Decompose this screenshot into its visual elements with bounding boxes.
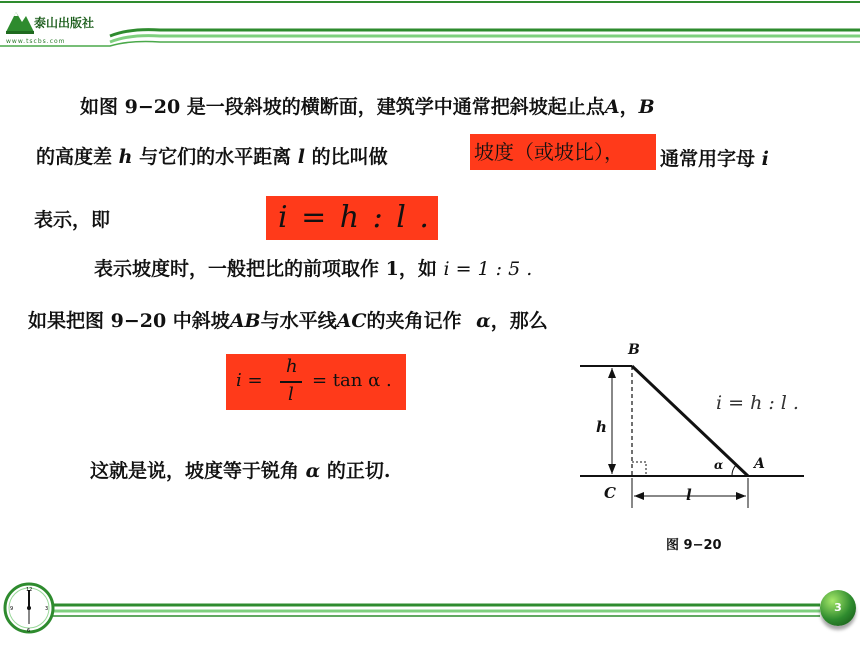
svg-text:3: 3 (45, 606, 49, 612)
clock-icon (2, 578, 56, 638)
text-line-5-pre: 如果把图 9−20 中斜坡 (28, 310, 230, 332)
text-line-6 (90, 456, 391, 483)
text-line-6-post: 的正切. (326, 460, 391, 482)
formula-example: i = 1 : 5 . (443, 258, 533, 280)
segment-AC-label: AC (336, 310, 367, 332)
alpha-arc (732, 465, 736, 476)
text-line-1 (80, 92, 655, 119)
text-line-4 (94, 254, 532, 281)
figure-label-C (604, 484, 616, 502)
mountain-logo-icon (4, 4, 36, 36)
text-line-3: 表示，即 (34, 209, 111, 231)
slope-AB-line (632, 366, 748, 476)
point-A-label: A (604, 96, 620, 118)
text-line-5-tail: ，那么 (490, 310, 548, 332)
figure-label-B (628, 342, 640, 358)
figure-label-A-text: A (754, 456, 765, 472)
figure-label-l-text: l (686, 486, 692, 504)
text-line-2-pre: 的高度差 (36, 146, 113, 168)
right-angle-mark (632, 462, 646, 476)
highlight-slope-term: 坡度（或坡比）， (470, 134, 656, 170)
figure-label-h-text: h (596, 418, 607, 436)
header-decoration (0, 0, 860, 60)
figure-label-l (686, 486, 692, 504)
arrow-right-icon (736, 492, 746, 500)
formula-box-ratio (266, 196, 438, 240)
formula2-rhs: = tan α . (312, 370, 392, 391)
text-line-5-mid: 与水平线 (260, 310, 337, 332)
arrow-left-icon (634, 492, 644, 500)
text-line-5-post: 的夹角记作 (366, 310, 462, 332)
page-number-badge (820, 590, 856, 626)
var-alpha: α (476, 310, 491, 332)
formula-box-tangent (226, 354, 406, 410)
text-line-2-tail-text: 通常用字母 (660, 148, 756, 170)
text-line-2-mid: 与它们的水平距离 (139, 146, 292, 168)
text-line-2-tail (660, 144, 769, 171)
figure-label-B-text: B (628, 342, 640, 358)
formula2-lhs: i = (236, 370, 263, 391)
text-line-1-main: 如图 9−20 是一段斜坡的横断面，建筑学中通常把斜坡起止点 (80, 96, 605, 118)
var-l: l (297, 146, 305, 168)
publisher-logo-text: 泰山出版社 (34, 16, 95, 30)
svg-text:12: 12 (26, 587, 33, 593)
formula2-denominator: l (288, 384, 294, 405)
arrow-down-icon (608, 464, 616, 474)
fraction-bar (280, 381, 302, 383)
comma: ， (619, 96, 639, 118)
figure-label-h (596, 418, 607, 436)
formula-ratio: i = h : l . (278, 200, 431, 235)
segment-AB-label: AB (229, 310, 261, 332)
arrow-up-icon (608, 368, 616, 378)
svg-text:9: 9 (10, 606, 14, 612)
var-i: i (761, 148, 769, 170)
figure-label-C-text: C (604, 484, 616, 502)
figure-label-A (754, 456, 765, 472)
figure-ratio-text: i = h : l . (716, 392, 799, 414)
var-h: h (118, 146, 133, 168)
figure-label-alpha (714, 458, 723, 472)
text-line-2 (36, 142, 388, 169)
text-line-5 (28, 306, 548, 333)
figure-ratio-label (716, 392, 799, 414)
formula2-numerator: h (286, 356, 298, 377)
figure-caption: 图 9−20 (666, 538, 722, 553)
slope-figure (570, 338, 830, 508)
page-number: 3 (834, 601, 842, 614)
text-line-2-post: 的比叫做 (311, 146, 388, 168)
svg-text:6: 6 (27, 628, 31, 634)
var-alpha-2: α (305, 460, 321, 482)
point-B-label: B (638, 96, 655, 118)
text-line-4-main: 表示坡度时，一般把比的前项取作 1，如 (94, 258, 437, 280)
publisher-url: www.tscbs.com (6, 38, 66, 45)
text-line-6-pre: 这就是说，坡度等于锐角 (90, 460, 300, 482)
figure-label-alpha-text: α (714, 458, 724, 472)
footer-decoration (0, 585, 860, 645)
